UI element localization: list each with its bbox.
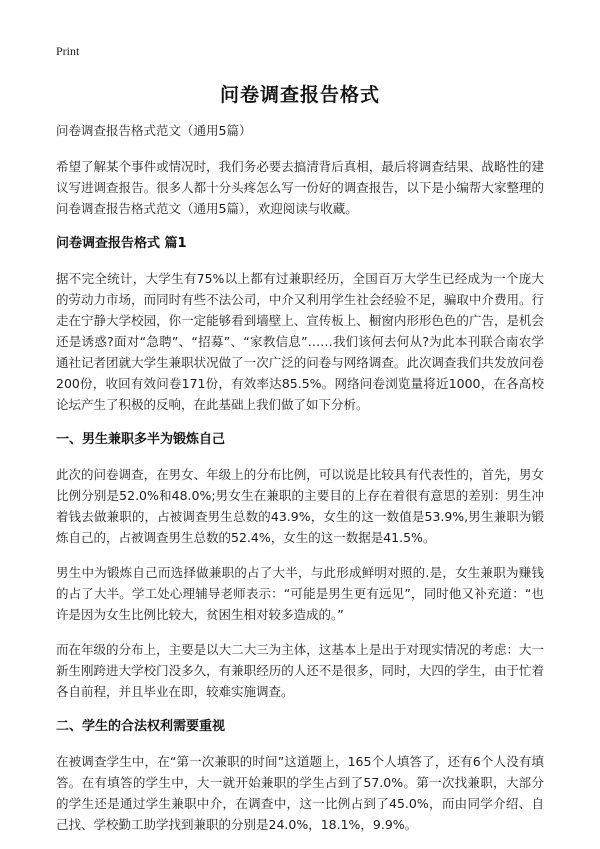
heading-one-paragraph-1: 此次的问卷调查，在男女、年级上的分布比例，可以说是比较具有代表性的，首先，男女比例分别是52.0%和48.0%;男女生在兼职的主要目的上存在着很有意思的差别：男生冲着钱去做兼职的，占被调查男生总数的43.9%，女生的这一数值是53.9%,男生兼职为锻炼自己的，占被调查男生总数的52.4%，女生的这一数据是41.5%。 [56,467,544,545]
heading-one-paragraph-2: 男生中为锻炼自己而选择做兼职的占了大半，与此形成鲜明对照的.是，女生兼职为赚钱的占了大半。学工处心理辅导老师表示：“可能是男生更有远见”，同时他又补充道：“也许是因为女生比例比较大，贫困生相对较多造成的。” [56,565,544,622]
document-body [56,120,544,849]
section-paragraph: 据不完全统计，大学生有75%以上都有过兼职经历，全国百万大学生已经成为一个庞大的劳动力市场，而同时有些不法公司，中介又利用学生社会经验不足，骗取中介费用。行走在宁静大学校园，你一定能够看到墙壁上、宣传板上、橱窗内形形色色的广告，是机会还是诱惑?面对“急聘”、“招募”、“家教信息”……我们该何去何从?为此本刊联合南农学通社记者团就大学生兼职状况做了一次广泛的问卷与网络调查。此次调查我们共发放问卷200份，收回有效问卷171份，有效率达85.5%。网络问卷浏览量将近1000，在各高校论坛产生了积极的反响，在此基础上我们做了如下分析。 [56,271,544,412]
document-subtitle: 问卷调查报告格式范文（通用5篇） [56,123,252,138]
document-title: 问卷调查报告格式 [219,84,380,106]
heading-two: 二、学生的合法权利需要重视 [56,719,226,734]
print-link[interactable]: Print [56,44,80,58]
section-title: 问卷调查报告格式 篇1 [56,236,187,251]
heading-one-paragraph-3: 而在年级的分布上，主要是以大二大三为主体，这基本上是出于对现实情况的考虑：大一新生刚跨进大学校门没多久，有兼职经历的人还不是很多，同时，大四的学生，由于忙着各自前程，并且毕业在即，较难实施调查。 [56,642,544,699]
intro-paragraph: 希望了解某个事件或情况时，我们务必要去搞清背后真相，最后将调查结果、战略性的建议写进调查报告。很多人都十分头疼怎么写一份好的调查报告，以下是小编帮大家整理的问卷调查报告格式范文（通用5篇），欢迎阅读与收藏。 [56,159,544,216]
heading-one: 一、男生兼职多半为锻炼自己 [56,432,226,447]
heading-two-paragraph-1: 在被调查学生中，在“第一次兼职的时间”这道题上，165个人填答了，还有6个人没有填答。在有填答的学生中，大一就开始兼职的学生占到了57.0%。第一次找兼职，大部分的学生还是通过学生兼职中介，在调查中，这一比例占到了45.0%，而由同学介绍、自己找、学校勤工助学找到兼职的分别是24.0%，18.1%，9.9%。 [56,754,544,832]
